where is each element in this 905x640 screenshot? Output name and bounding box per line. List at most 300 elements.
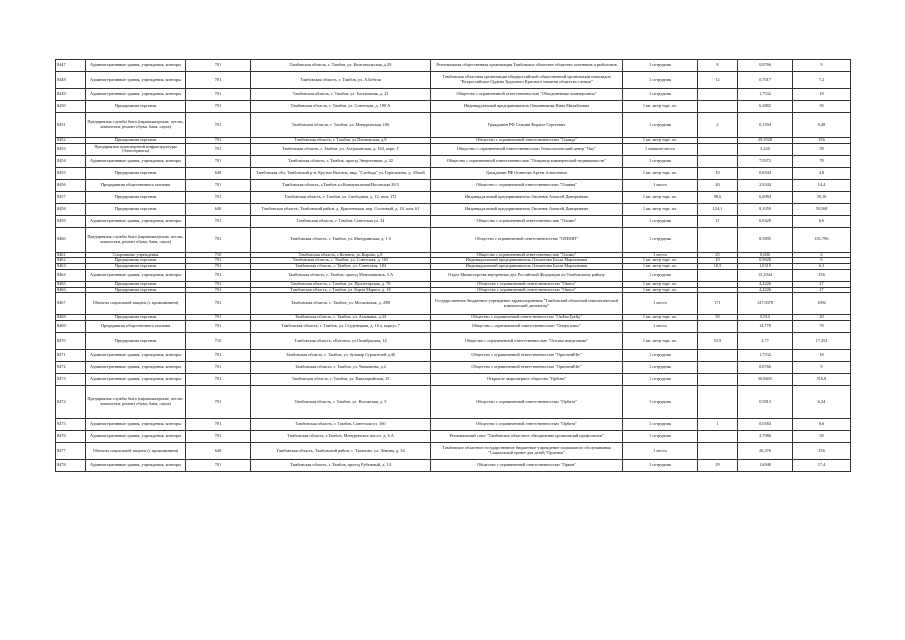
cell-norm-value: 7,5972: [738, 155, 793, 167]
cell-oktmo-code: 701: [186, 349, 251, 361]
table-row: [56, 215, 851, 227]
cell-object-type: Предприятия торговли: [86, 101, 186, 113]
cell-quantity: [698, 101, 738, 113]
cell-object-type: Объекты социальной защиты (с проживанием): [86, 293, 186, 315]
cell-row-number: 8450: [56, 101, 86, 113]
cell-unit: 1 сотрудник: [623, 430, 698, 442]
cell-oktmo-code: 701: [186, 315, 251, 321]
cell-unit: 1 кв. метр торг. пл.: [623, 167, 698, 179]
cell-norm-value: 0,7017: [738, 72, 793, 89]
cell-address: Тамбовская область, г. Тамбов, ул. Пролетарская, д. 70: [251, 281, 431, 287]
cell-organization: Тамбовское областное государственное бюджетное учреждение социального обслуживания "Социальный приют для детей "Орленок": [431, 442, 623, 459]
table-row: [56, 72, 851, 89]
cell-quantity: 10: [698, 258, 738, 264]
cell-row-number: 8460: [56, 227, 86, 252]
cell-organization: Общество с ограниченной ответственностью "Оданда": [431, 138, 623, 144]
cell-volume: 78: [793, 155, 851, 167]
cell-volume: 18: [793, 349, 851, 361]
cell-norm-value: 127,9378: [738, 293, 793, 315]
cell-oktmo-code: 701: [186, 227, 251, 252]
cell-oktmo-code: 640: [186, 442, 251, 459]
cell-organization: Общество с ограниченной ответственностью "Омега": [431, 281, 623, 287]
cell-row-number: 8472: [56, 361, 86, 373]
cell-oktmo-code: 701: [186, 191, 251, 203]
cell-norm-value: 1,6948: [738, 459, 793, 471]
cell-row-number: 8458: [56, 203, 86, 215]
cell-volume: 4,8: [793, 167, 851, 179]
cell-norm-value: 14,778: [738, 320, 793, 332]
cell-norm-value: 6,3882: [738, 101, 793, 113]
cell-object-type: Спортивные учреждения: [86, 252, 186, 258]
cell-unit: 1 сотрудник: [623, 155, 698, 167]
cell-object-type: Предприятия службы быта (парикмахерские, ателье, химчистки, ремонт обуви, баня, сауна): [86, 113, 186, 138]
cell-address: Тамбовская область, г. Тамбов, ул. Мичуринская, д. 1 б: [251, 227, 431, 252]
cell-row-number: 8451: [56, 113, 86, 138]
cell-row-number: 8452: [56, 138, 86, 144]
cell-organization: Общество с ограниченной ответственностью Технологический центр "Оку": [431, 143, 623, 155]
cell-unit: 1 сотрудник: [623, 89, 698, 101]
cell-address: Тамбовская область, г. Тамбов, ул. Студенецкая, д. 16 а, корпус 7: [251, 320, 431, 332]
cell-quantity: [698, 143, 738, 155]
cell-volume: 59,568: [793, 203, 851, 215]
cell-organization: Региональный союз "Тамбовское областное объединение организаций профсоюзов": [431, 430, 623, 442]
cell-unit: 1 кв. метр торг. пл.: [623, 203, 698, 215]
cell-row-number: 8459: [56, 215, 86, 227]
cell-volume: 6: [793, 258, 851, 264]
cell-quantity: 1: [698, 418, 738, 430]
cell-volume: 39,16: [793, 191, 851, 203]
cell-unit: 1 сотрудник: [623, 215, 698, 227]
cell-quantity: 10,5: [698, 264, 738, 270]
cell-unit: 1 сотрудник: [623, 227, 698, 252]
cell-oktmo-code: 701: [186, 430, 251, 442]
cell-organization: Общество с ограниченной ответственностью "Орбита": [431, 385, 623, 418]
cell-unit: 1 сотрудник: [623, 373, 698, 385]
cell-volume: 7,2: [793, 72, 851, 89]
cell-row-number: 8457: [56, 191, 86, 203]
cell-oktmo-code: 701: [186, 361, 251, 373]
table-row: [56, 332, 851, 349]
cell-norm-value: 15,1944: [738, 269, 793, 281]
cell-quantity: 29: [698, 459, 738, 471]
cell-oktmo-code: 701: [186, 287, 251, 293]
cell-unit: 1 сотрудник: [623, 72, 698, 89]
cell-volume: 101,796: [793, 227, 851, 252]
table-row: [56, 430, 851, 442]
cell-volume: 9: [793, 60, 851, 72]
cell-organization: Общество с ограниченной ответственностью "ОрионэнЕйт": [431, 349, 623, 361]
cell-object-type: Предприятия торговли: [86, 281, 186, 287]
cell-norm-value: 3,226: [738, 143, 793, 155]
cell-oktmo-code: 701: [186, 89, 251, 101]
cell-address: Тамбовская область, г. Тамбов, проезд Рубежный, д. 14: [251, 459, 431, 471]
cell-row-number: 8462: [56, 258, 86, 264]
cell-unit: 1 сотрудник: [623, 349, 698, 361]
cell-row-number: 8468: [56, 315, 86, 321]
table-row: [56, 203, 851, 215]
cell-norm-value: 4,4226: [738, 281, 793, 287]
cell-object-type: Административные здания, учреждения, конторы: [86, 89, 186, 101]
cell-volume: 6,3: [793, 264, 851, 270]
cell-object-type: Предприятия торговли: [86, 191, 186, 203]
cell-norm-value: 8,1059: [738, 203, 793, 215]
cell-address: Тамбовская область, г. Тамбов, ул. Советская, д. 165: [251, 258, 431, 264]
cell-object-type: Административные здания, учреждения, конторы: [86, 155, 186, 167]
cell-row-number: 8464: [56, 269, 86, 281]
cell-address: Тамбовская область, г. Тамбов, ул. Московская, д. 29В: [251, 293, 431, 315]
cell-organization: Общество с ограниченной ответственностью "Орбита": [431, 418, 623, 430]
cell-organization: Общество с ограниченной ответственностью "Опера плюс": [431, 320, 623, 332]
cell-norm-value: 0,9828: [738, 258, 793, 264]
cell-oktmo-code: 701: [186, 264, 251, 270]
cell-organization: Тамбовская областная организация общероссийской общественной организации инвалидов "Всероссийское Ордена Трудового Красного знамени общество слепых": [431, 72, 623, 89]
cell-quantity: 124,1: [698, 203, 738, 215]
cell-volume: 14,4: [793, 179, 851, 191]
cell-norm-value: 1,0319: [738, 264, 793, 270]
cell-address: Тамбовская область, г.Котовск, ул.Кирова, д.8: [251, 252, 431, 258]
cell-address: Тамбовская область, г.Котовск, ул.Октябрьская, 14: [251, 332, 431, 349]
cell-unit: 1 кв. метр торг. пл.: [623, 191, 698, 203]
cell-quantity: [698, 385, 738, 418]
cell-oktmo-code: 701: [186, 113, 251, 138]
cell-volume: 39: [793, 143, 851, 155]
cell-norm-value: 4,4226: [738, 287, 793, 293]
cell-address: Тамбовская область, г. Тамбов, ул. Свободная, д. 12, пом. 172: [251, 191, 431, 203]
cell-quantity: [698, 155, 738, 167]
cell-object-type: Предприятия торговли: [86, 258, 186, 264]
cell-row-number: 8475: [56, 418, 86, 430]
cell-oktmo-code: 701: [186, 215, 251, 227]
cell-object-type: Административные здания, учреждения, конторы: [86, 72, 186, 89]
cell-organization: Индивидуальный предприниматель Ольметова Бэлла Марламовна: [431, 264, 623, 270]
cell-oktmo-code: 701: [186, 143, 251, 155]
table-row: [56, 113, 851, 138]
cell-address: Тамбовская область, г. Тамбов, Советская ул. 160: [251, 418, 431, 430]
cell-address: Тамбовская обл, Тамбовский р-н, Крутые Высоты, мкр. "Слобода" ул. Герасимова, д. 43/ии5: [251, 167, 431, 179]
cell-row-number: 8461: [56, 252, 86, 258]
cell-address: Тамбовская область, Тамбовский район, с. Татаново, ул. Ленина, д. 34: [251, 442, 431, 459]
cell-row-number: 8466: [56, 287, 86, 293]
table-row: [56, 349, 851, 361]
cell-address: Тамбовская область, г. Тамбов, Советская ул. 34: [251, 215, 431, 227]
cell-row-number: 8465: [56, 281, 86, 287]
cell-norm-value: 0,0584: [738, 418, 793, 430]
cell-volume: 78: [793, 320, 851, 332]
cell-organization: Региональная общественная организация Тамбовское областное общество охотников и рыболовов: [431, 60, 623, 72]
cell-object-type: Административные здания, учреждения, конторы: [86, 459, 186, 471]
cell-object-type: Предприятия общественного питания: [86, 179, 186, 191]
cell-norm-value: 3,7986: [738, 430, 793, 442]
cell-oktmo-code: 701: [186, 138, 251, 144]
table-row: [56, 269, 851, 281]
cell-quantity: 25: [698, 252, 738, 258]
cell-unit: 1 сотрудник: [623, 60, 698, 72]
cell-object-type: Предприятия торговли: [86, 332, 186, 349]
cell-row-number: 8449: [56, 89, 86, 101]
table-row: [56, 179, 851, 191]
cell-quantity: [698, 89, 738, 101]
cell-norm-value: 6,6984: [738, 191, 793, 203]
cell-row-number: 8471: [56, 349, 86, 361]
cell-object-type: Предприятия службы быта (парикмахерские, ателье, химчистки, ремонт обуви, баня, сауна): [86, 385, 186, 418]
cell-address: Тамбовская область, г. Тамбов, ул. Бастионная, д. 23: [251, 89, 431, 101]
cell-quantity: [698, 373, 738, 385]
cell-quantity: 55,9: [698, 332, 738, 349]
cell-address: Тамбовская область, г.Тамбов ул.Коммунальная/Носовская 20/3: [251, 179, 431, 191]
cell-unit: 1 кв. метр торг. пл.: [623, 258, 698, 264]
cell-norm-value: 0,6544: [738, 167, 793, 179]
cell-row-number: 8447: [56, 60, 86, 72]
cell-unit: 1 кв. метр торг. пл.: [623, 315, 698, 321]
cell-unit: 1 место: [623, 252, 698, 258]
cell-quantity: 11: [698, 215, 738, 227]
cell-volume: 18: [793, 89, 851, 101]
cell-norm-value: 50,8405: [738, 373, 793, 385]
cell-norm-value: 0,914: [738, 315, 793, 321]
cell-row-number: 8477: [56, 442, 86, 459]
cell-volume: 0,6: [793, 418, 851, 430]
table-row: [56, 320, 851, 332]
cell-organization: Общество с ограниченной ответственностью "Оркон": [431, 459, 623, 471]
table-row: [56, 373, 851, 385]
cell-organization: Общество с ограниченной ответственностью "Омега": [431, 287, 623, 293]
table-row: [56, 89, 851, 101]
cell-volume: 6,6: [793, 215, 851, 227]
table-row: [56, 101, 851, 113]
cell-address: Тамбовская область, г. Тамбов, ул. Советская, 184: [251, 264, 431, 270]
cell-address: Тамбовская область, г. Тамбов, проезд Энергетиков, д. 32: [251, 155, 431, 167]
cell-quantity: 98,6: [698, 191, 738, 203]
cell-organization: Общество с ограниченной ответственностью "Оливия": [431, 179, 623, 191]
cell-oktmo-code: 701: [186, 155, 251, 167]
cell-organization: Государственное бюджетное учреждение здравоохранения "Тамбовский областной онкологический клинический диспансер": [431, 293, 623, 315]
cell-row-number: 8463: [56, 264, 86, 270]
cell-norm-value: 0,8766: [738, 60, 793, 72]
cell-unit: 1 сотрудник: [623, 361, 698, 373]
cell-norm-value: 0,606: [738, 252, 793, 258]
cell-oktmo-code: 640: [186, 167, 251, 179]
cell-object-type: Административные здания, учреждения, конторы: [86, 60, 186, 72]
cell-unit: 1 кв. метр торг. пл.: [623, 332, 698, 349]
cell-unit: 1 место: [623, 179, 698, 191]
cell-object-type: Предприятия торговли: [86, 315, 186, 321]
cell-organization: Гражданин РФ Сташин Кирилл Сергеевич: [431, 113, 623, 138]
cell-volume: 156: [793, 269, 851, 281]
cell-unit: 1 кв. метр торг. пл.: [623, 101, 698, 113]
cell-address: Тамбовская область, г. Тамбов, проезд Монтажников, 3 А: [251, 269, 431, 281]
cell-organization: Общество с ограниченной ответственностью "ОмЕкоТрейд": [431, 315, 623, 321]
cell-volume: 156: [793, 442, 851, 459]
cell-organization: Общество с ограниченной ответственностью "Оператор коммерческой недвижимости": [431, 155, 623, 167]
cell-oktmo-code: 701: [186, 269, 251, 281]
cell-unit: 1 место: [623, 442, 698, 459]
cell-object-type: Предприятия торговли: [86, 138, 186, 144]
table-row: [56, 385, 851, 418]
cell-row-number: 8467: [56, 293, 86, 315]
cell-norm-value: 8,3805: [738, 227, 793, 252]
cell-norm-value: 1,7532: [738, 89, 793, 101]
cell-object-type: Предприятия торговли: [86, 287, 186, 293]
table-row: [56, 167, 851, 179]
cell-norm-value: 29,5528: [738, 138, 793, 144]
cell-norm-value: 2,77: [738, 332, 793, 349]
cell-volume: 17,4: [793, 459, 851, 471]
cell-organization: Общество с ограниченной ответственностью "ОЛЕМП": [431, 227, 623, 252]
cell-object-type: Административные здания, учреждения, конторы: [86, 215, 186, 227]
table-row: [56, 459, 851, 471]
cell-address: Тамбовская область, г. Тамбов, ул. Карла Маркса, д. 18: [251, 287, 431, 293]
cell-object-type: Предприятия торговли: [86, 167, 186, 179]
cell-address: Тамбовская область, г. Тамбов, ул.Пионерская, д.8: [251, 138, 431, 144]
cell-norm-value: 1,7532: [738, 349, 793, 361]
cell-unit: 1 кв. метр торг. пл.: [623, 138, 698, 144]
cell-volume: 6: [793, 252, 851, 258]
cell-quantity: [698, 269, 738, 281]
cell-organization: Общество с ограниченной ответственностью "Объединенные коммерсанты": [431, 89, 623, 101]
cell-address: Тамбовская область, г.Тамбов, Мичуринское шоссе, д. 6 А: [251, 430, 431, 442]
cell-unit: 1 сотрудник: [623, 113, 698, 138]
cell-volume: 39: [793, 101, 851, 113]
cell-volume: 156: [793, 138, 851, 144]
cell-volume: 0,48: [793, 113, 851, 138]
cell-volume: 1092: [793, 293, 851, 315]
cell-address: Тамбовская область, г. Тамбов, ул. Мичуринская, 106: [251, 113, 431, 138]
cell-oktmo-code: 701: [186, 60, 251, 72]
table-row: [56, 143, 851, 155]
cell-norm-value: 0,8766: [738, 361, 793, 373]
cell-oktmo-code: 701: [186, 320, 251, 332]
cell-row-number: 8478: [56, 459, 86, 471]
table-row: [56, 227, 851, 252]
cell-object-type: Административные здания, учреждения, конторы: [86, 269, 186, 281]
cell-organization: Отдел Министерства внутренних дел Российской Федерации по Тамбовскому району: [431, 269, 623, 281]
cell-volume: 9: [793, 361, 851, 373]
table-row: [56, 442, 851, 459]
cell-organization: Гражданин РФ Оганесян Артем Алексеевич: [431, 167, 623, 179]
registry-table: [55, 59, 851, 472]
cell-volume: 27: [793, 281, 851, 287]
registry-rows: [56, 60, 851, 472]
cell-quantity: [698, 320, 738, 332]
cell-unit: 1 место: [623, 293, 698, 315]
table-row: [56, 418, 851, 430]
cell-object-type: Административные здания, учреждения, конторы: [86, 373, 186, 385]
cell-object-type: Административные здания, учреждения, конторы: [86, 361, 186, 373]
cell-organization: Общество с ограниченной ответственностью "Олимп": [431, 252, 623, 258]
cell-oktmo-code: 701: [186, 385, 251, 418]
cell-oktmo-code: 710: [186, 332, 251, 349]
cell-address: Тамбовская область, г. Тамбов, ул. Агапкина, д.23: [251, 315, 431, 321]
cell-oktmo-code: 701: [186, 72, 251, 89]
cell-quantity: [698, 361, 738, 373]
cell-norm-value: 2,9344: [738, 179, 793, 191]
cell-object-type: Предприятия торговли: [86, 203, 186, 215]
cell-unit: 1 сотрудник: [623, 269, 698, 281]
cell-volume: 6,24: [793, 385, 851, 418]
cell-row-number: 8474: [56, 385, 86, 418]
cell-address: Тамбовская область, г. Тамбов, ул. Носовская, д. 5: [251, 385, 431, 418]
cell-unit: 1 кв. метр торг. пл.: [623, 264, 698, 270]
cell-quantity: [698, 349, 738, 361]
cell-unit: 1 машино-место: [623, 143, 698, 155]
cell-oktmo-code: 701: [186, 258, 251, 264]
cell-unit: 1 сотрудник: [623, 418, 698, 430]
cell-object-type: Объекты социальной защиты (с проживанием): [86, 442, 186, 459]
cell-object-type: Административные здания, учреждения, конторы: [86, 418, 186, 430]
cell-object-type: Предприятия транспортной инфраструктуры (Автосервисы): [86, 143, 186, 155]
cell-organization: Индивидуальный предприниматель Оксенюк Алексей Дмитриевич: [431, 203, 623, 215]
cell-quantity: 50: [698, 315, 738, 321]
cell-quantity: 20: [698, 179, 738, 191]
cell-object-type: Предприятия службы быта (парикмахерские, ателье, химчистки, ремонт обуви, баня, сауна): [86, 227, 186, 252]
cell-norm-value: 0,1394: [738, 113, 793, 138]
table-row: [56, 293, 851, 315]
cell-row-number: 8455: [56, 167, 86, 179]
cell-organization: Общество с ограниченной ответственностью "Оптика имедтоника": [431, 332, 623, 349]
cell-quantity: [698, 442, 738, 459]
cell-address: Тамбовская область, г. Тамбов, ул. Комсомольская, д.29: [251, 60, 431, 72]
cell-object-type: Административные здания, учреждения, конторы: [86, 430, 186, 442]
cell-organization: Общество с ограниченной ответственностью "ОрионэнЕйт": [431, 361, 623, 373]
table-row: [56, 155, 851, 167]
cell-volume: 20: [793, 315, 851, 321]
cell-object-type: Предприятия торговли: [86, 264, 186, 270]
cell-address: Тамбовская область, г. Тамбов, ул. Кавалерийская, 15: [251, 373, 431, 385]
cell-row-number: 8469: [56, 320, 86, 332]
cell-oktmo-code: 701: [186, 459, 251, 471]
cell-quantity: 2: [698, 113, 738, 138]
cell-unit: 1 место: [623, 320, 698, 332]
cell-organization: Индивидуальный предприниматель Оксенюк Алексей Дмитриевич: [431, 191, 623, 203]
table-row: [56, 361, 851, 373]
cell-quantity: 171: [698, 293, 738, 315]
cell-quantity: [698, 227, 738, 252]
cell-organization: Индивидуальный предприниматель Ольметова Бэлла Марламовна: [431, 258, 623, 264]
cell-norm-value: 0,5813: [738, 385, 793, 418]
cell-row-number: 8448: [56, 72, 86, 89]
cell-address: Тамбовская область, г. Тамбов, ул. А.Бебеля: [251, 72, 431, 89]
table-row: [56, 191, 851, 203]
cell-quantity: [698, 430, 738, 442]
cell-oktmo-code: 701: [186, 373, 251, 385]
cell-object-type: Предприятия общественного питания: [86, 320, 186, 332]
table-row: [56, 60, 851, 72]
cell-address: Тамбовская область, г. Тамбов, ул. бульвар Строителей д.4б: [251, 349, 431, 361]
cell-row-number: 8456: [56, 179, 86, 191]
cell-row-number: 8473: [56, 373, 86, 385]
cell-oktmo-code: 701: [186, 281, 251, 287]
cell-oktmo-code: 701: [186, 293, 251, 315]
cell-volume: 516,8: [793, 373, 851, 385]
cell-organization: Общество с ограниченной ответственностью "Олимп": [431, 215, 623, 227]
cell-oktmo-code: 701: [186, 101, 251, 113]
cell-address: Тамбовская область, г. Тамбов, ул. Советская, д. 190 А: [251, 101, 431, 113]
cell-unit: 1 сотрудник: [623, 459, 698, 471]
cell-quantity: 8: [698, 60, 738, 72]
cell-quantity: 10: [698, 167, 738, 179]
cell-oktmo-code: 710: [186, 252, 251, 258]
cell-address: Тамбовская область, Тамбовский район, д. Красненькая, пер. Сосновый, д. 10, пом. 61: [251, 203, 431, 215]
cell-norm-value: 0,9428: [738, 215, 793, 227]
cell-address: Тамбовская область, г. Тамбов, ул. Чичканова, д.2: [251, 361, 431, 373]
cell-object-type: Административные здания, учреждения, конторы: [86, 349, 186, 361]
cell-volume: 17,252: [793, 332, 851, 349]
cell-row-number: 8453: [56, 143, 86, 155]
cell-organization: Индивидуальный предприниматель Овчинникова Нина Михайловна: [431, 101, 623, 113]
cell-unit: 1 кв. метр торг. пл.: [623, 281, 698, 287]
cell-unit: 1 кв. метр торг. пл.: [623, 287, 698, 293]
cell-row-number: 8470: [56, 332, 86, 349]
